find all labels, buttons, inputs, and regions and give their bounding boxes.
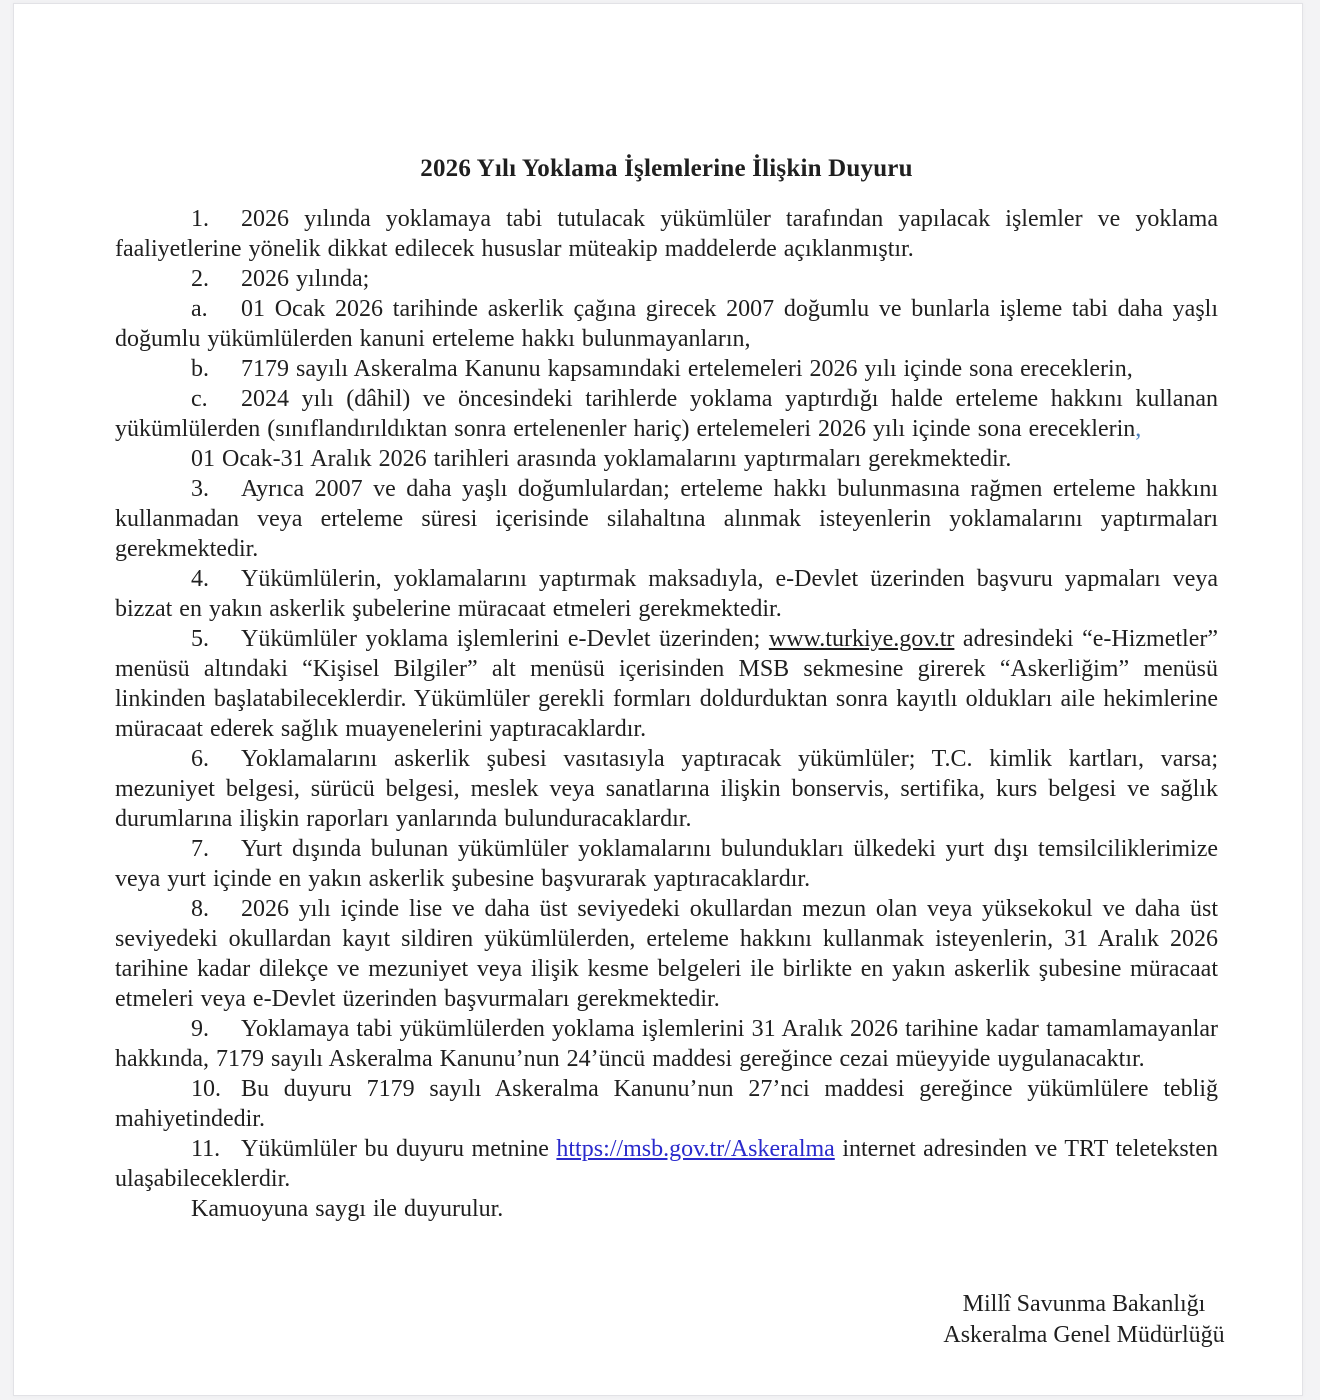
item-number: 10. [191,1076,221,1102]
item-number: 8. [191,896,209,922]
item-number: 5. [191,626,209,652]
paragraph-2-continuation [115,444,1218,474]
paragraph-text: internet adresinden ve TRT teleteksten ulaşabileceklerdir. [115,1136,1218,1192]
paragraph-4 [115,564,1218,624]
signature-line-ministry: Millî Savunma Bakanlığı [962,1291,1206,1317]
paragraph-text: Yoklamalarını askerlik şubesi vasıtasıyla yaptıracak yükümlüler; T.C. kimlik kartları, varsa; mezuniyet belgesi, sürücü belgesi, meslek veya sanatlarına ilişkin bonservis, sertifika, kurs belgesi ve sağlık durumlarına ilişkin raporları yanlarında bulunduracaklardır. [115,746,1218,832]
turkiye-gov-link[interactable]: www.turkiye.gov.tr [768,626,955,652]
paragraph-text: Yoklamaya tabi yükümlülerden yoklama işlemlerini 31 Aralık 2026 tarihine kadar tamamlamayanlar hakkında, 7179 sayılı Askeralma Kanunu’nun 24’üncü maddesi gereğince cezai müeyyide uygulanacaktır. [115,1016,1218,1072]
item-number: 11. [191,1136,221,1162]
paragraph-2 [115,264,1218,294]
item-number: b. [191,356,209,382]
paragraph-text: 01 Ocak-31 Aralık 2026 tarihleri arasında yoklamalarını yaptırmaları gerekmektedir. [191,446,1012,472]
paragraph-1 [115,204,1218,264]
paragraph-text: adresindeki “e-Hizmetler” menüsü altındaki “Kişisel Bilgiler” alt menüsü içerisinden MSB sekmesine girerek “Askerliğim” menüsü linkinden başlatabileceklerdir. Yükümlüler gerekli formları doldurduktan sonra kayıtlı oldukları aile hekimlerine müracaat ederek sağlık muayenelerini yaptıracaklardır. [115,626,1218,742]
item-number: 7. [191,836,209,862]
item-number: 2. [191,266,209,292]
item-number: 1. [191,206,209,232]
paragraph-2c [115,384,1218,444]
item-number: 9. [191,1016,209,1042]
paragraph-8 [115,894,1218,1014]
page-title: 2026 Yılı Yoklama İşlemlerine İlişkin Duyuru [420,155,913,182]
paragraph-text: 2026 yılında; [241,266,370,292]
paragraph-3 [115,474,1218,564]
signature-block [919,1289,1249,1351]
item-number: 3. [191,476,209,502]
paragraph-2a [115,294,1218,354]
paragraph-text: Yükümlüler yoklama işlemlerini e-Devlet üzerinden; [241,626,769,652]
paragraph-7 [115,834,1218,894]
paragraph-text: Yükümlülerin, yoklamalarını yaptırmak maksadıyla, e-Devlet üzerinden başvuru yapmaları veya bizzat en yakın askerlik şubelerine müracaat etmeleri gerekmektedir. [115,566,1218,622]
paragraph-9 [115,1014,1218,1074]
paragraph-11 [115,1134,1218,1194]
msb-askeralma-link[interactable]: https://msb.gov.tr/Askeralma [556,1136,835,1162]
item-number: c. [191,386,208,412]
signature-line-directorate: Askeralma Genel Müdürlüğü [943,1322,1225,1348]
paragraph-text: 01 Ocak 2026 tarihinde askerlik çağına girecek 2007 doğumlu ve bunlarla işleme tabi daha yaşlı doğumlu yükümlülerden kanuni erteleme hakkı bulunmayanların, [115,296,1218,352]
paragraph-text: 2026 yılı içinde lise ve daha üst seviyedeki okullardan mezun olan veya yüksekokul ve daha üst seviyedeki okullardan kayıt sildiren yükümlülerden, erteleme hakkını kullanmak isteyenlerin, 31 Aralık 2026 tarihine kadar dilekçe ve mezuniyet veya ilişik kesme belgeleri ile birlikte en yakın askerlik şubesine müracaat etmeleri veya e-Devlet üzerinden başvurmaları gerekmektedir. [115,896,1218,1012]
scanned-document-page [13,3,1303,1396]
item-number: 6. [191,746,209,772]
paragraph-text: 2026 yılında yoklamaya tabi tutulacak yükümlüler tarafından yapılacak işlemler ve yoklama faaliyetlerine yönelik dikkat edilecek hususlar müteakip maddelerde açıklanmıştır. [115,206,1218,262]
document-content [115,154,1218,1224]
paragraph-10 [115,1074,1218,1134]
paragraph-2b [115,354,1218,384]
paragraph-5 [115,624,1218,744]
item-number: a. [191,296,208,322]
blue-comma: , [1135,416,1142,442]
item-number: 4. [191,566,209,592]
paragraph-text: Kamuoyuna saygı ile duyurulur. [191,1196,504,1222]
closing-line [115,1194,1218,1224]
paragraph-6 [115,744,1218,834]
paragraph-text: 7179 sayılı Askeralma Kanunu kapsamındaki ertelemeleri 2026 yılı içinde sona ereceklerin, [241,356,1133,382]
paragraph-text: Yurt dışında bulunan yükümlüler yoklamalarını bulundukları ülkedeki yurt dışı temsilciliklerimize veya yurt içinde en yakın askerlik şubesine başvurarak yaptıracaklardır. [115,836,1218,892]
paragraph-text: Bu duyuru 7179 sayılı Askeralma Kanunu’nun 27’nci maddesi gereğince yükümlülere tebliğ mahiyetindedir. [115,1076,1218,1132]
paragraph-text: Yükümlüler bu duyuru metnine [241,1136,557,1162]
paragraph-text: Ayrıca 2007 ve daha yaşlı doğumlulardan; erteleme hakkı bulunmasına rağmen erteleme hakkını kullanmadan veya erteleme süresi içerisinde silahaltına alınmak isteyenlerin yoklamalarını yaptırmaları gerekmektedir. [115,476,1218,562]
paragraph-text: 2024 yılı (dâhil) ve öncesindeki tarihlerde yoklama yaptırdığı halde erteleme hakkını kullanan yükümlülerden (sınıflandırıldıktan sonra ertelenenler hariç) ertelemeleri 2026 yılı içinde sona ereceklerin [115,386,1218,442]
